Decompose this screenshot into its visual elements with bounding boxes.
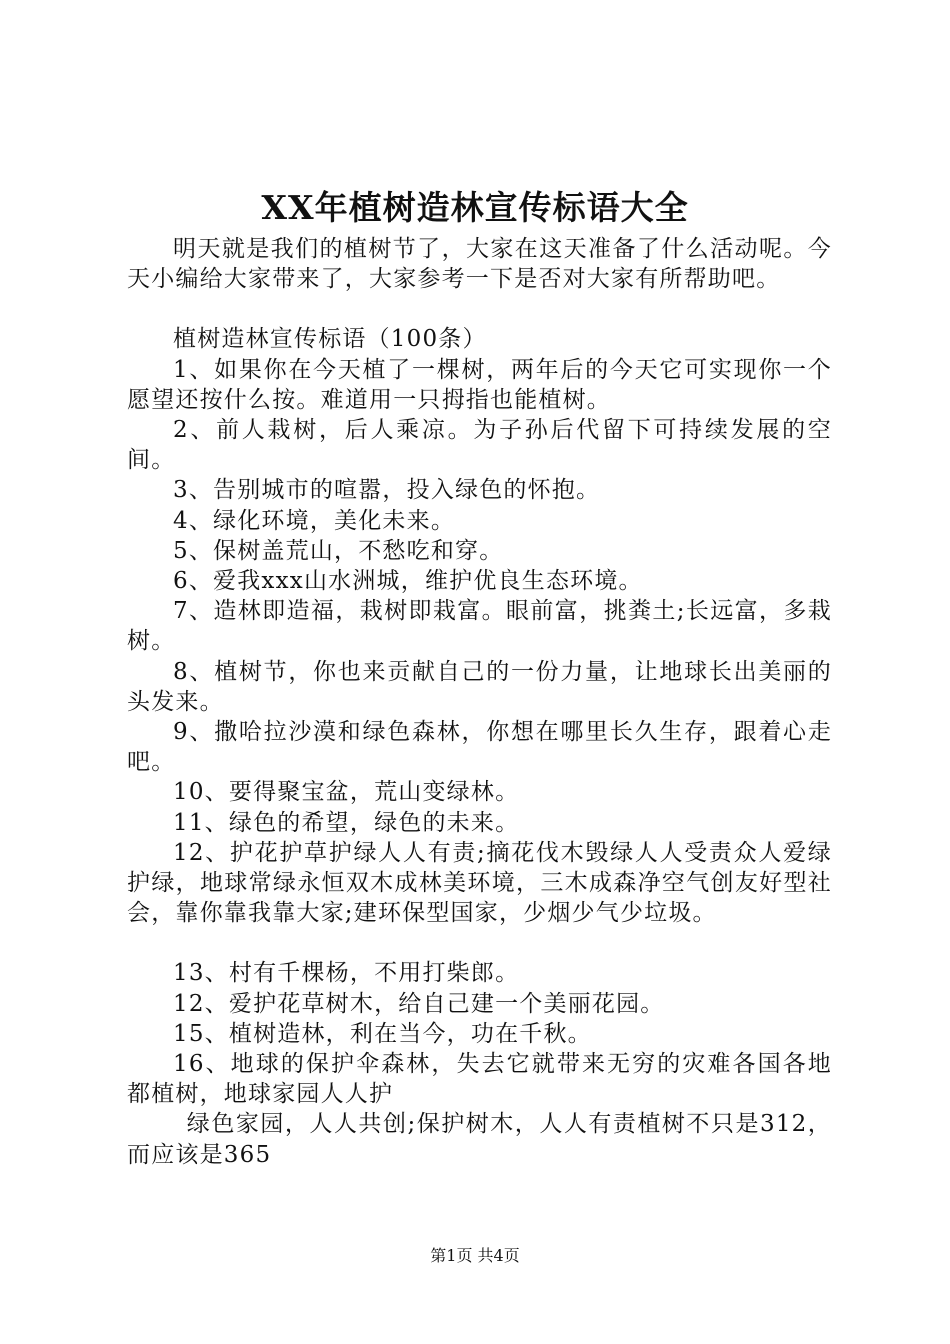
slogan-item: 15、植树造林，利在当今，功在千秋。 [173, 1020, 592, 1047]
slogan-item: 10、要得聚宝盆，荒山变绿林。 [173, 779, 520, 806]
slogan-item: 16、地球的保护伞森林，失去它就带来无穷的灾难各国各地都植树，地球家园人人护 [127, 1051, 832, 1108]
slogan-item: 3、告别城市的喧嚣，投入绿色的怀抱。 [173, 477, 601, 504]
document-title: XX年植树造林宣传标语大全 [261, 188, 689, 227]
slogan-item: 4、绿化环境，美化未来。 [173, 507, 456, 534]
slogan-item: 5、保树盖荒山，不愁吃和穿。 [173, 537, 504, 564]
section-heading: 植树造林宣传标语（100条） [173, 326, 487, 353]
intro-paragraph: 明天就是我们的植树节了，大家在这天准备了什么活动呢。今天小编给大家带来了，大家参考一下是否对大家有所帮助吧。 [127, 236, 832, 293]
slogan-item: 11、绿色的希望，绿色的未来。 [173, 809, 520, 836]
slogan-item: 8、植树节，你也来贡献自己的一份力量，让地球长出美丽的头发来。 [127, 658, 832, 715]
slogan-item: 7、造林即造福，栽树即栽富。眼前富，挑粪土;长远富，多栽树。 [127, 598, 832, 655]
slogan-item: 12、爱护花草树木，给自己建一个美丽花园。 [173, 990, 665, 1017]
slogan-item: 绿色家园，人人共创;保护树木，人人有责植树不只是312，而应该是365 [127, 1111, 832, 1168]
document-body [127, 234, 832, 1170]
slogan-item: 2、前人栽树，后人乘凉。为子孙后代留下可持续发展的空间。 [127, 417, 832, 474]
slogan-item: 13、村有千棵杨，不用打柴郎。 [173, 960, 520, 987]
slogan-item: 1、如果你在今天植了一棵树，两年后的今天它可实现你一个愿望还按什么按。难道用一只拇指也能植树。 [127, 356, 832, 413]
slogan-item: 9、撒哈拉沙漠和绿色森林，你想在哪里长久生存，跟着心走吧。 [127, 719, 832, 776]
slogan-item: 6、爱我xxx山水洲城，维护优良生态环境。 [173, 568, 643, 595]
slogan-item: 12、护花护草护绿人人有责;摘花伐木毁绿人人受责众人爱绿护绿，地球常绿永恒双木成林美环境，三木成森净空气创友好型社会，靠你靠我靠大家;建环保型国家，少烟少气少垃圾。 [127, 839, 832, 927]
page-number-footer: 第1页 共4页 [430, 1246, 520, 1265]
